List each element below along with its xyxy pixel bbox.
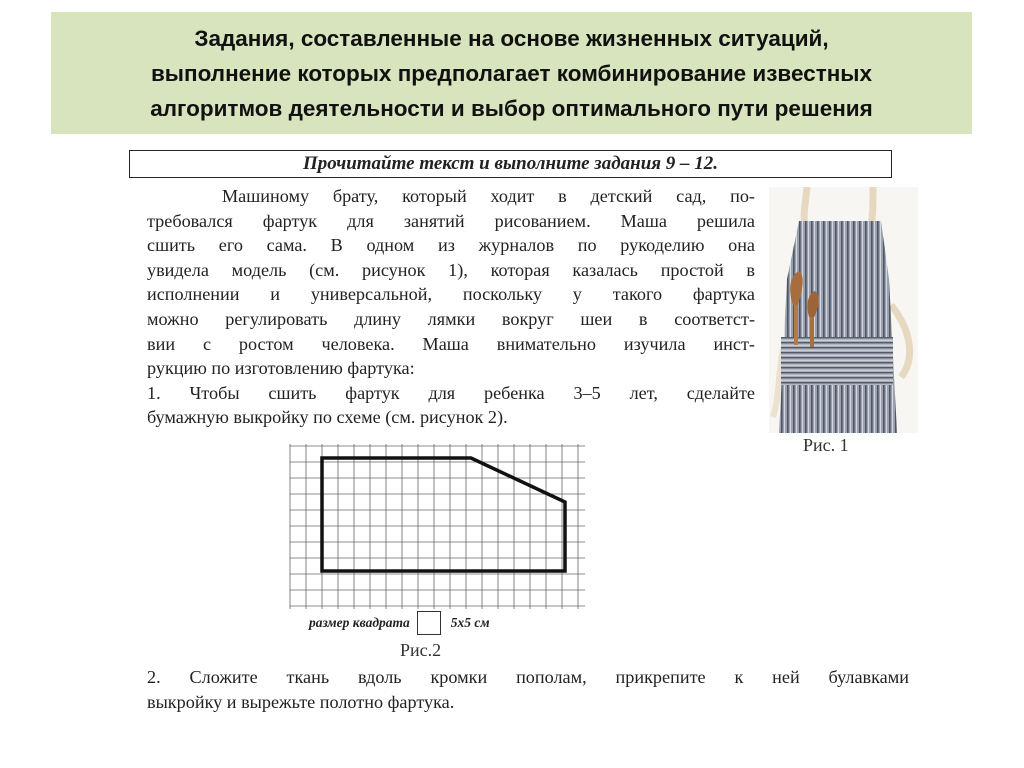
legend-label: размер квадрата (309, 615, 410, 630)
scale-legend (309, 610, 490, 636)
apron-photo (769, 187, 918, 433)
slide-header (51, 12, 972, 134)
paragraph-line: можно регулировать длину лямки вокруг шеи в соответст- (147, 308, 755, 329)
title-line: алгоритмов деятельности и выбор оптимального пути решения (150, 95, 873, 121)
task-paragraph (147, 184, 755, 430)
paragraph-line: бумажную выкройку по схеме (см. рисунок 2). (147, 407, 508, 428)
title-line: Задания, составленные на основе жизненных ситуаций, (194, 25, 829, 51)
paragraph-line: исполнении и универсальной, поскольку у такого фартука (147, 284, 755, 305)
grid-lines (290, 444, 585, 609)
pattern-outline (322, 458, 565, 571)
paragraph-line: сшить его сама. В одном из журналов по рукоделию она (147, 235, 755, 256)
paragraph-line: Машиному брату, который ходит в детский сад, по- (222, 186, 755, 206)
figure1-caption: Рис. 1 (803, 435, 849, 455)
legend-value: 5х5 см (450, 615, 490, 630)
paragraph-line: выкройку и вырежьте полотно фартука. (147, 691, 455, 712)
paragraph-line: вии с ростом человека. Маша внимательно изучила инст- (147, 333, 755, 354)
paragraph-line: требовался фартук для занятий рисованием. Маша решила (147, 210, 755, 231)
title-line: выполнение которых предполагает комбинирование известных (150, 60, 873, 86)
slide-title (140, 21, 883, 126)
apron-pattern-grid (283, 444, 593, 614)
paragraph-line: 1. Чтобы сшить фартук для ребенка 3–5 лет, сделайте (147, 382, 755, 403)
legend-square (417, 611, 441, 635)
task-heading-box (129, 150, 892, 178)
paragraph-line: 2. Сложите ткань вдоль кромки пополам, прикрепите к ней булавками (147, 667, 909, 687)
figure2-caption: Рис.2 (400, 640, 442, 660)
paragraph-line: увидела модель (см. рисунок 1), которая казалась простой в (147, 259, 755, 280)
step2-paragraph (147, 665, 909, 714)
task-heading: Прочитайте текст и выполните задания 9 – 12. (302, 153, 719, 174)
paragraph-line: рукцию по изготовлению фартука: (147, 358, 415, 379)
